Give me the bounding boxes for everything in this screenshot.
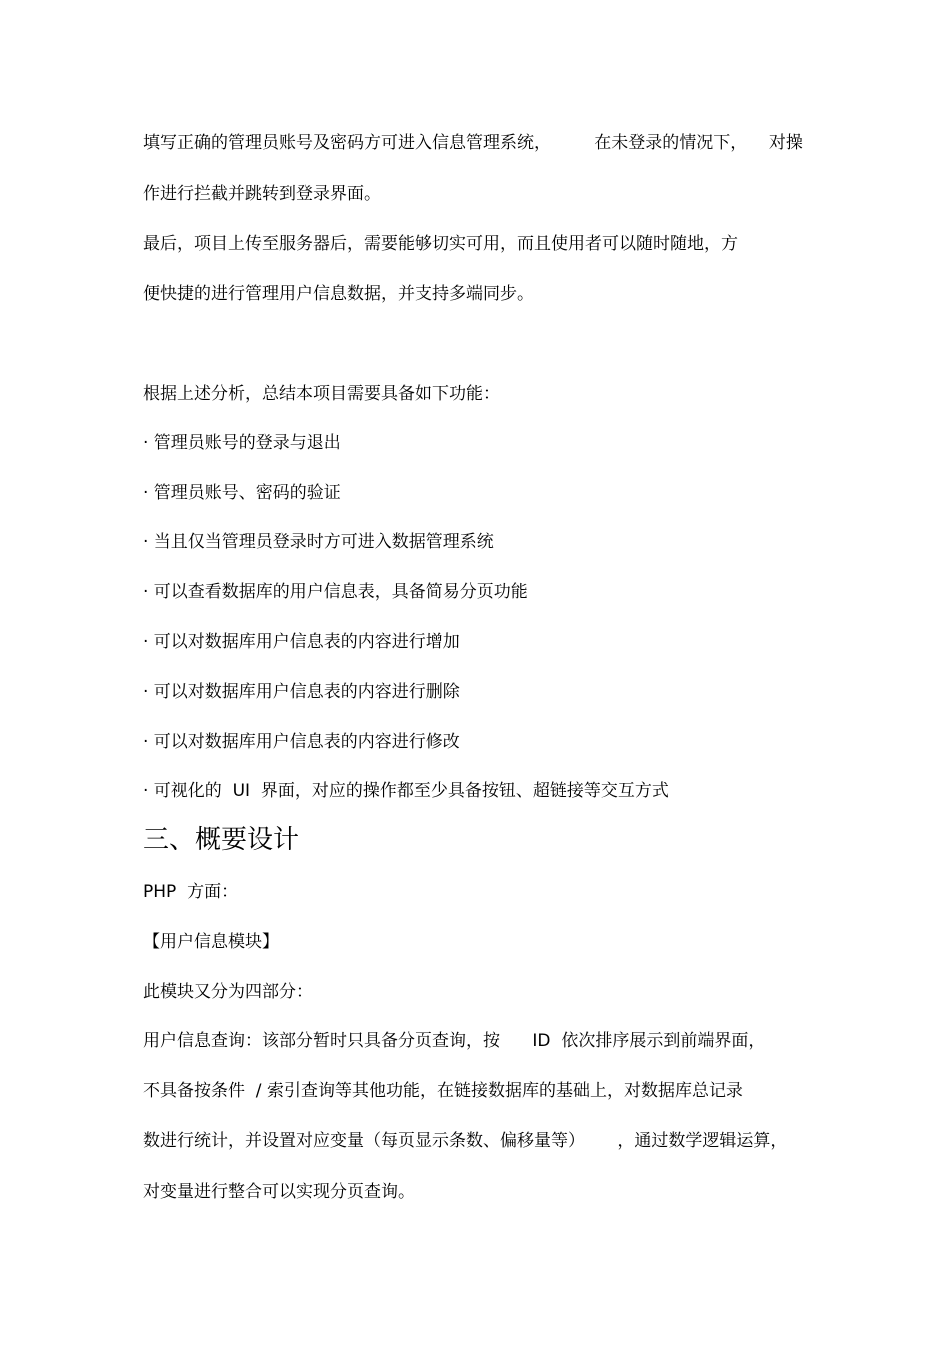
intro-paragraph-1-line-2: 作进行拦截并跳转到登录界面。 bbox=[143, 184, 381, 204]
intro-paragraph-1-line-1: 填写正确的管理员账号及密码方可进入信息管理系统， 在未登录的情况下， 对操 bbox=[143, 133, 803, 153]
feature-item: · 可以查看数据库的用户信息表，具备简易分页功能 bbox=[143, 582, 528, 602]
query-description-line-2: 不具备按条件 / 索引查询等其他功能，在链接数据库的基础上，对数据库总记录 bbox=[143, 1081, 743, 1101]
feature-item: · 管理员账号、密码的验证 bbox=[143, 483, 341, 503]
feature-item: · 可以对数据库用户信息表的内容进行删除 bbox=[143, 682, 460, 702]
php-label: PHP 方面： bbox=[143, 882, 239, 902]
feature-item: · 当且仅当管理员登录时方可进入数据管理系统 bbox=[143, 532, 494, 552]
feature-item: · 可以对数据库用户信息表的内容进行增加 bbox=[143, 632, 460, 652]
query-description-line-4: 对变量进行整合可以实现分页查询。 bbox=[143, 1182, 415, 1202]
intro-paragraph-2-line-2: 便快捷的进行管理用户信息数据，并支持多端同步。 bbox=[143, 284, 534, 304]
feature-item: · 管理员账号的登录与退出 bbox=[143, 433, 341, 453]
intro-paragraph-2-line-1: 最后，项目上传至服务器后，需要能够切实可用，而且使用者可以随时随地，方 bbox=[143, 234, 738, 254]
query-description-line-1: 用户信息查询：该部分暂时只具备分页查询，按 ID 依次排序展示到前端界面， bbox=[143, 1031, 766, 1051]
summary-lead: 根据上述分析，总结本项目需要具备如下功能： bbox=[143, 384, 500, 404]
feature-item: · 可以对数据库用户信息表的内容进行修改 bbox=[143, 732, 460, 752]
feature-item: · 可视化的 UI 界面，对应的操作都至少具备按钮、超链接等交互方式 bbox=[143, 781, 669, 801]
module-subparts: 此模块又分为四部分： bbox=[143, 982, 313, 1002]
section-heading: 三、概要设计 bbox=[143, 825, 300, 855]
query-description-line-3: 数进行统计，并设置对应变量（每页显示条数、偏移量等） ，通过数学逻辑运算， bbox=[143, 1131, 788, 1151]
module-title: 【用户信息模块】 bbox=[143, 932, 279, 952]
